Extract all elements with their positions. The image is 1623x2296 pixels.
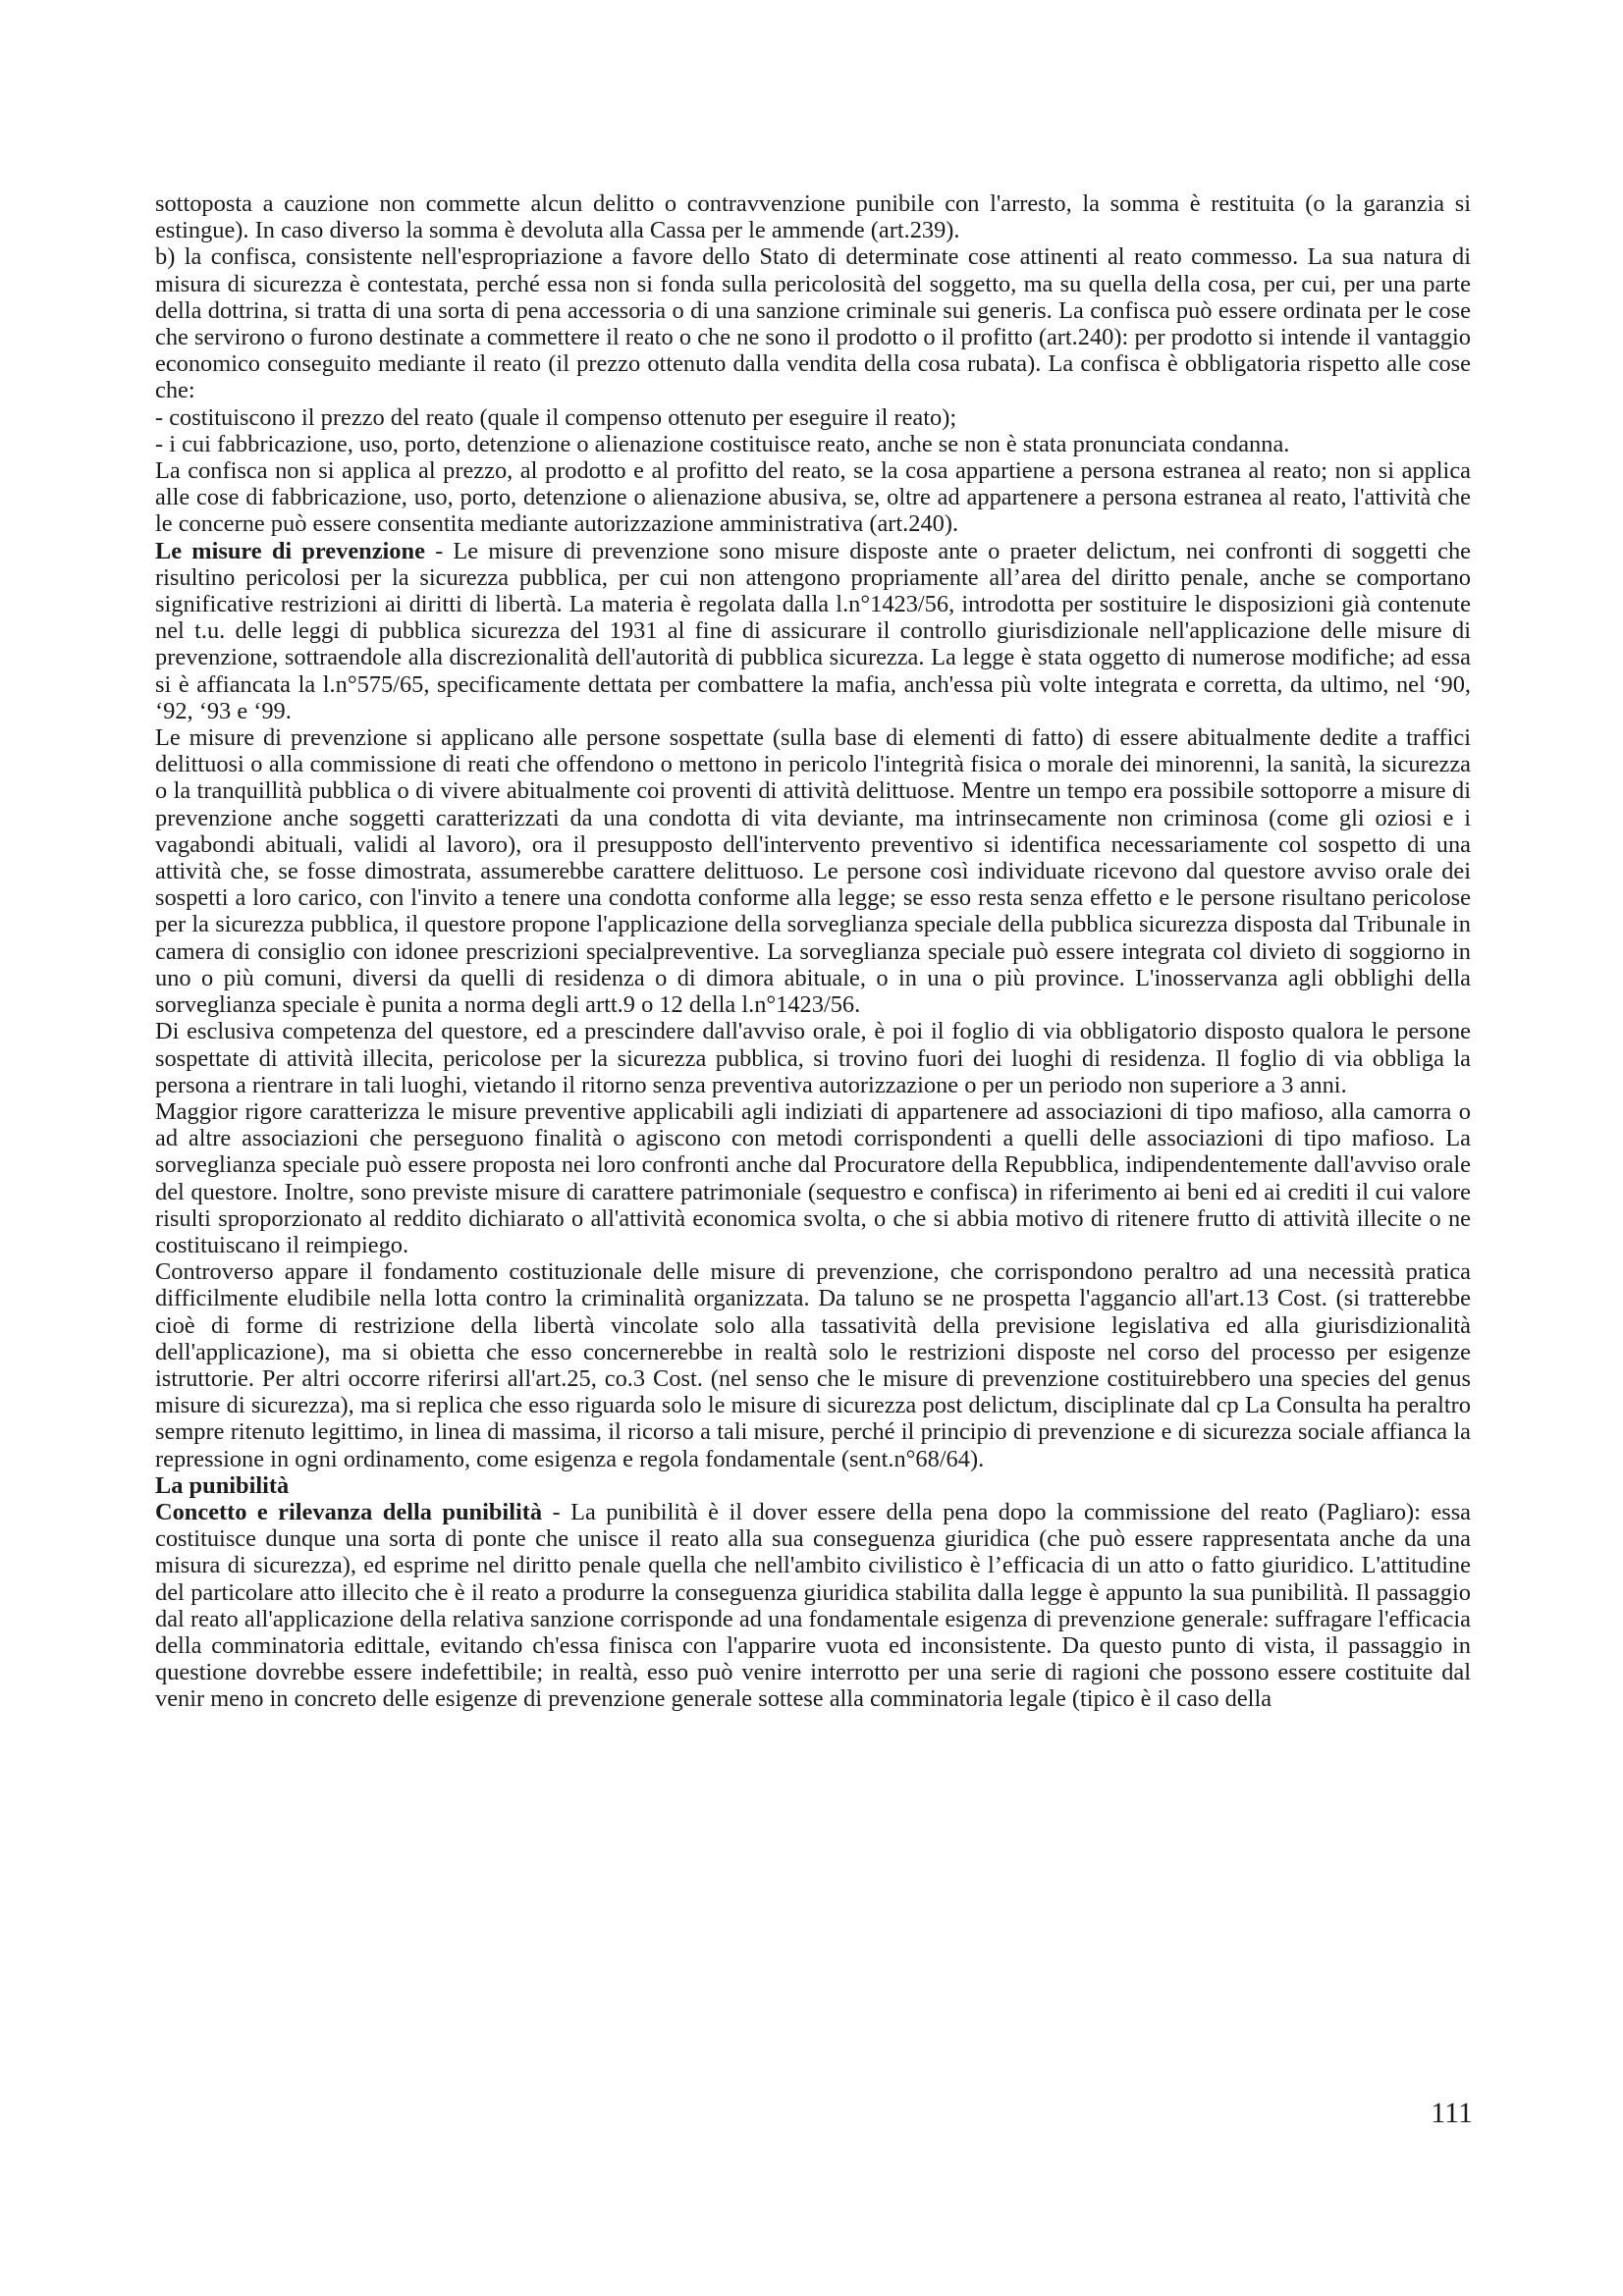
list-item: - costituiscono il prezzo del reato (quale il compenso ottenuto per eseguire il reato); <box>155 403 957 431</box>
paragraph-text: - Le misure di prevenzione sono misure disposte ante o praeter delictum, nei confronti di soggetti che risultino pericolosi per la sicurezza pubblica, per cui non attengono propriamente all’area del diritto penale, anche se comportano significative restrizioni ai diritti di libertà. La materia è regolata dalla l.n°1423/56, introdotta per sostituire le disposizioni già contenute nel t.u. delle leggi di pubblica sicurezza del 1931 al fine di assicurare il controllo giurisdizionale nell'applicazione delle misure di prevenzione, sottraendole alla discrezionalità dell'autorità di pubblica sicurezza. La legge è stata oggetto di numerose modifiche; ad essa si è affiancata la l.n°575/65, specificamente dettata per combattere la mafia, anch'essa più volte integrata e corretta, da ultimo, nel ‘90, ‘92, ‘93 e ‘99. <box>155 537 1471 724</box>
chapter-heading: La punibilità <box>155 1471 290 1499</box>
paragraph: Maggior rigore caratterizza le misure preventive applicabili agli indiziati di appartenere ad associazioni di tipo mafioso, alla camorra o ad altre associazioni che perseguono finalità o agiscono con metodi corrispondenti a quelli delle associazioni di tipo mafioso. La sorveglianza speciale può essere proposta nei loro confronti anche dal Procuratore della Repubblica, indipendentemente dall'avviso orale del questore. Inoltre, sono previste misure di carattere patrimoniale (sequestro e confisca) in riferimento ai beni ed ai crediti il cui valore risulti sproporzionato al reddito dichiarato o all'attività economica svolta, o che si abbia motivo di ritenere frutto di attività illecite o ne costituiscano il reimpiego. <box>155 1097 1471 1258</box>
paragraph: Controverso appare il fondamento costituzionale delle misure di prevenzione, che corrispondono peraltro ad una necessità pratica difficilmente eludibile nella lotta contro la criminalità organizzata. Da taluno se ne prospetta l'aggancio all'art.13 Cost. (si tratterebbe cioè di forme di restrizione della libertà vincolate solo alla tassatività della previsione legislativa ed alla giurisdizionalità dell'applicazione), ma si obietta che esso concernerebbe in realtà solo le restrizioni disposte nel corso del processo per esigenze istruttorie. Per altri occorre riferirsi all'art.25, co.3 Cost. (nel senso che le misure di prevenzione costituirebbero una species del genus misure di sicurezza), ma si replica che esso riguarda solo le misure di sicurezza post delictum, disciplinate dal cp La Consulta ha peraltro sempre ritenuto legittimo, in linea di massima, il ricorso a tali misure, perché il principio di prevenzione e di sicurezza sociale affianca la repressione in ogni ordinamento, come esigenza e regola fondamentale (sent.n°68/64). <box>155 1258 1471 1472</box>
paragraph: sottoposta a cauzione non commette alcun delitto o contravvenzione punibile con l'arresto, la somma è restituita (o la garanzia si estingue). In caso diverso la somma è devoluta alla Cassa per le ammende (art.239). <box>155 190 1471 244</box>
paragraph <box>155 1499 1471 1713</box>
document-body <box>155 190 1471 1713</box>
list-item: - i cui fabbricazione, uso, porto, detenzione o alienazione costituisce reato, anche se non è stata pronunciata condanna. <box>155 430 1290 457</box>
paragraph: b) la confisca, consistente nell'espropriazione a favore dello Stato di determinate cose attinenti al reato commesso. La sua natura di misura di sicurezza è contestata, perché essa non si fonda sulla pericolosità del soggetto, ma su quella della cosa, per cui, per una parte della dottrina, si tratta di una sorta di pena accessoria o di una sanzione criminale sui generis. La confisca può essere ordinata per le cose che servirono o furono destinate a commettere il reato o che ne sono il prodotto o il profitto (art.240): per prodotto si intende il vantaggio economico conseguito mediante il reato (il prezzo ottenuto dalla vendita della cosa rubata). La confisca è obbligatoria rispetto alle cose che: <box>155 243 1471 404</box>
paragraph: Di esclusiva competenza del questore, ed a prescindere dall'avviso orale, è poi il foglio di via obbligatorio disposto qualora le persone sospettate di attività illecita, pericolose per la sicurezza pubblica, si trovino fuori dei luoghi di residenza. Il foglio di via obbliga la persona a rientrare in tali luoghi, vietando il ritorno senza preventiva autorizzazione o per un periodo non superiore a 3 anni. <box>155 1018 1471 1098</box>
paragraph-text: - La punibilità è il dover essere della pena dopo la commissione del reato (Pagliaro): essa costituisce dunque una sorta di ponte che unisce il reato alla sua conseguenza giuridica (che può essere rappresentata anche da una misura di sicurezza), ed esprime nel diritto penale quella che nell'ambito civilistico è l’efficacia di un atto o fatto giuridico. L'attitudine del particolare atto illecito che è il reato a produrre la conseguenza giuridica stabilita dalla legge è appunto la sua punibilità. Il passaggio dal reato all'applicazione della relativa sanzione corrisponde ad una fondamentale esigenza di prevenzione generale: suffragare l'efficacia della comminatoria edittale, evitando ch'essa finisca con l'apparire vuota ed inconsistente. Da questo punto di vista, il passaggio in questione dovrebbe essere indefettibile; in realtà, esso può venire interrotto per una serie di ragioni che possono essere costituite dal venir meno in concreto delle esigenze di prevenzione generale sottese alla comminatoria legale (tipico è il caso della <box>155 1498 1472 1713</box>
paragraph: Le misure di prevenzione si applicano alle persone sospettate (sulla base di elementi di fatto) di essere abitualmente dedite a traffici delittuosi o alla commissione di reati che offendono o mettono in pericolo l'integrità fisica o morale dei minorenni, la sanità, la sicurezza o la tranquillità pubblica o di vivere abitualmente coi proventi di attività delittuose. Mentre un tempo era possibile sottoporre a misure di prevenzione anche soggetti caratterizzati da una condotta di vita deviante, ma intrinsecamente non criminosa (come gli oziosi e i vagabondi abituali, validi al lavoro), ora il presupposto dell'intervento preventivo si identifica necessariamente col sospetto di una attività che, se fosse dimostrata, assumerebbe carattere delittuoso. Le persone così individuate ricevono dal questore avviso orale dei sospetti a loro carico, con l'invito a tenere una condotta conforme alla legge; se esso resta senza effetto e le persone risultano pericolose per la sicurezza pubblica, il questore propone l'applicazione della sorveglianza speciale della pubblica sicurezza disposta dal Tribunale in camera di consiglio con idonee prescrizioni specialpreventive. La sorveglianza speciale può essere integrata col divieto di soggiorno in uno o più comuni, diversi da quelli di residenza o di dimora abituale, o in una o più province. L'inosservanza agli obblighi della sorveglianza speciale è punita a norma degli artt.9 o 12 della l.n°1423/56. <box>155 724 1471 1019</box>
page-number: 111 <box>1431 2097 1473 2129</box>
paragraph: La confisca non si applica al prezzo, al prodotto e al profitto del reato, se la cosa appartiene a persona estranea al reato; non si applica alle cose di fabbricazione, uso, porto, detenzione o alienazione abusiva, se, oltre ad appartenere a persona estranea al reato, l'attività che le concerne può essere consentita mediante autorizzazione amministrativa (art.240). <box>155 457 1471 538</box>
section-heading: Le misure di prevenzione <box>155 537 425 564</box>
paragraph <box>155 538 1471 724</box>
section-heading: Concetto e rilevanza della punibilità <box>155 1498 543 1525</box>
